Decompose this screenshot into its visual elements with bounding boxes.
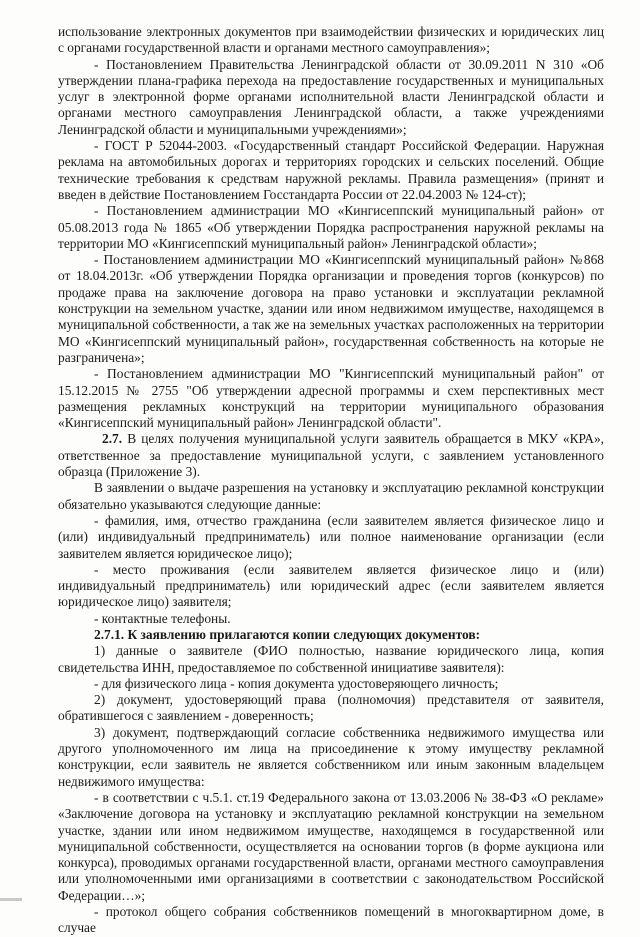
paragraph-6: - Постановлением администрации МО "Кингисеппский муниципальный район" от 15.12.2015 № 2755 "Об утверждении адресной программы и схем перспективных мест размещения рекламных конструкций на территории муниципального образования «Кингисеппский муниципальный район» Ленинградской области". (58, 366, 604, 431)
section-heading: 2.7.1. К заявлению прилагаются копии следующих документов: (94, 626, 481, 642)
paragraph-3: - ГОСТ Р 52044-2003. «Государственный стандарт Российской Федерации. Наружная реклама на автомобильных дорогах и территориях городских и сельских поселений. Общие технические требования к средствам наружной рекламы. Правила размещения» (принят и введен в действие Постановлением Госстандарта России от 22.04.2003 № 124-ст); (58, 138, 604, 202)
paragraph-10: - место проживания (если заявителем является физическое лицо и (или) индивидуальный предприниматель) или юридический адрес (если заявителем является юридическое лицо) заявителя; (58, 561, 604, 610)
paragraph-4: - Постановлением администрации МО «Кингисеппский муниципальный район» от 05.08.2013 года № 1865 «Об утверждении Порядка распространения наружной рекламы на территории МО «Кингисеппский муниципальный район» Ленинградской области»; (58, 203, 604, 251)
paragraph-7 (58, 431, 604, 480)
paragraph-2: - Постановлением Правительства Ленинградской области от 30.09.2011 N 310 «Об утверждении плана-графика перехода на предоставление государственных и муниципальных услуг в электронной форме органами исполнительной власти Ленинградской области и органами местного самоуправления Ленинградской области, а также учреждениями Ленинградской области и муниципальными учреждениями»; (58, 56, 604, 137)
scan-edge-mark (0, 898, 22, 901)
paragraph-14: - для физического лица - копия документа удостоверяющего личность; (94, 675, 499, 691)
paragraph-16: 3) документ, подтверждающий согласие собственника недвижимого имущества или другого уполномоченного им лица на присоединение к этому имуществу рекламной конструкции, если заявитель не является собственником или иным законным владельцем недвижимого имущества: (58, 724, 604, 789)
paragraph-1: использование электронных документов при взаимодействии физических и юридических лиц с органами государственной власти и органами местного самоуправления»; (58, 24, 604, 56)
paragraph-17: - в соответствии с ч.5.1. ст.19 Федерального закона от 13.03.2006 № 38-ФЗ «О рекламе» «Заключение договора на установку и эксплуатацию рекламной конструкции на земельном участке, здании или ином недвижимом имуществе, находящемся в государственной или муниципальной собственности, осуществляется на основании торгов (в форме аукциона или конкурса), проводимых органами государственной власти, органами местного самоуправления или уполномоченными ими организациями в соответствии с законодательством Российской Федерации…»; (58, 789, 604, 903)
paragraph-13: 1) данные о заявителе (ФИО полностью, название юридического лица, копия свидетельства ИНН, предоставляемое по собственной инициативе заявителя): (58, 643, 604, 675)
paragraph-18: - протокол общего собрания собственников помещений в многоквартирном доме, в случае (58, 904, 604, 936)
paragraph-11: - контактные телефоны. (94, 610, 231, 626)
paragraph-8: В заявлении о выдаче разрешения на установку и эксплуатацию рекламной конструкции обязательно указываются следующие данные: (58, 480, 604, 512)
paragraph-7-text: В целях получения муниципальной услуги заявитель обращается в МКУ «КРА», ответственное за предоставление муниципальной услуги, с заявлением установленного образца (Приложение 3). (58, 431, 604, 480)
paragraph-9: - фамилия, имя, отчество гражданина (если заявителем является физическое лицо и (или) индивидуальный предприниматель) или полное наименование организации (если заявителем является юридическое лицо); (58, 512, 604, 561)
paragraph-15: 2) документ, удостоверяющий права (полномочия) представителя от заявителя, обратившегося с заявлением - доверенность; (58, 692, 604, 724)
paragraph-5: - Постановлением администрации МО «Кингисеппский муниципальный район» №868 от 18.04.2013г. «Об утверждении Порядка организации и проведения торгов (конкурсов) по продаже права на заключение договора на право установки и эксплуатации рекламной конструкции на земельном участке, здании или ином недвижимом имуществе, находящемся в муниципальной собственности, а так же на земельных участках расположенных на территории МО «Кингисеппский муниципальный район», государственная собственность на которые не разграничена»; (58, 252, 604, 365)
section-number: 2.7. (102, 431, 123, 447)
